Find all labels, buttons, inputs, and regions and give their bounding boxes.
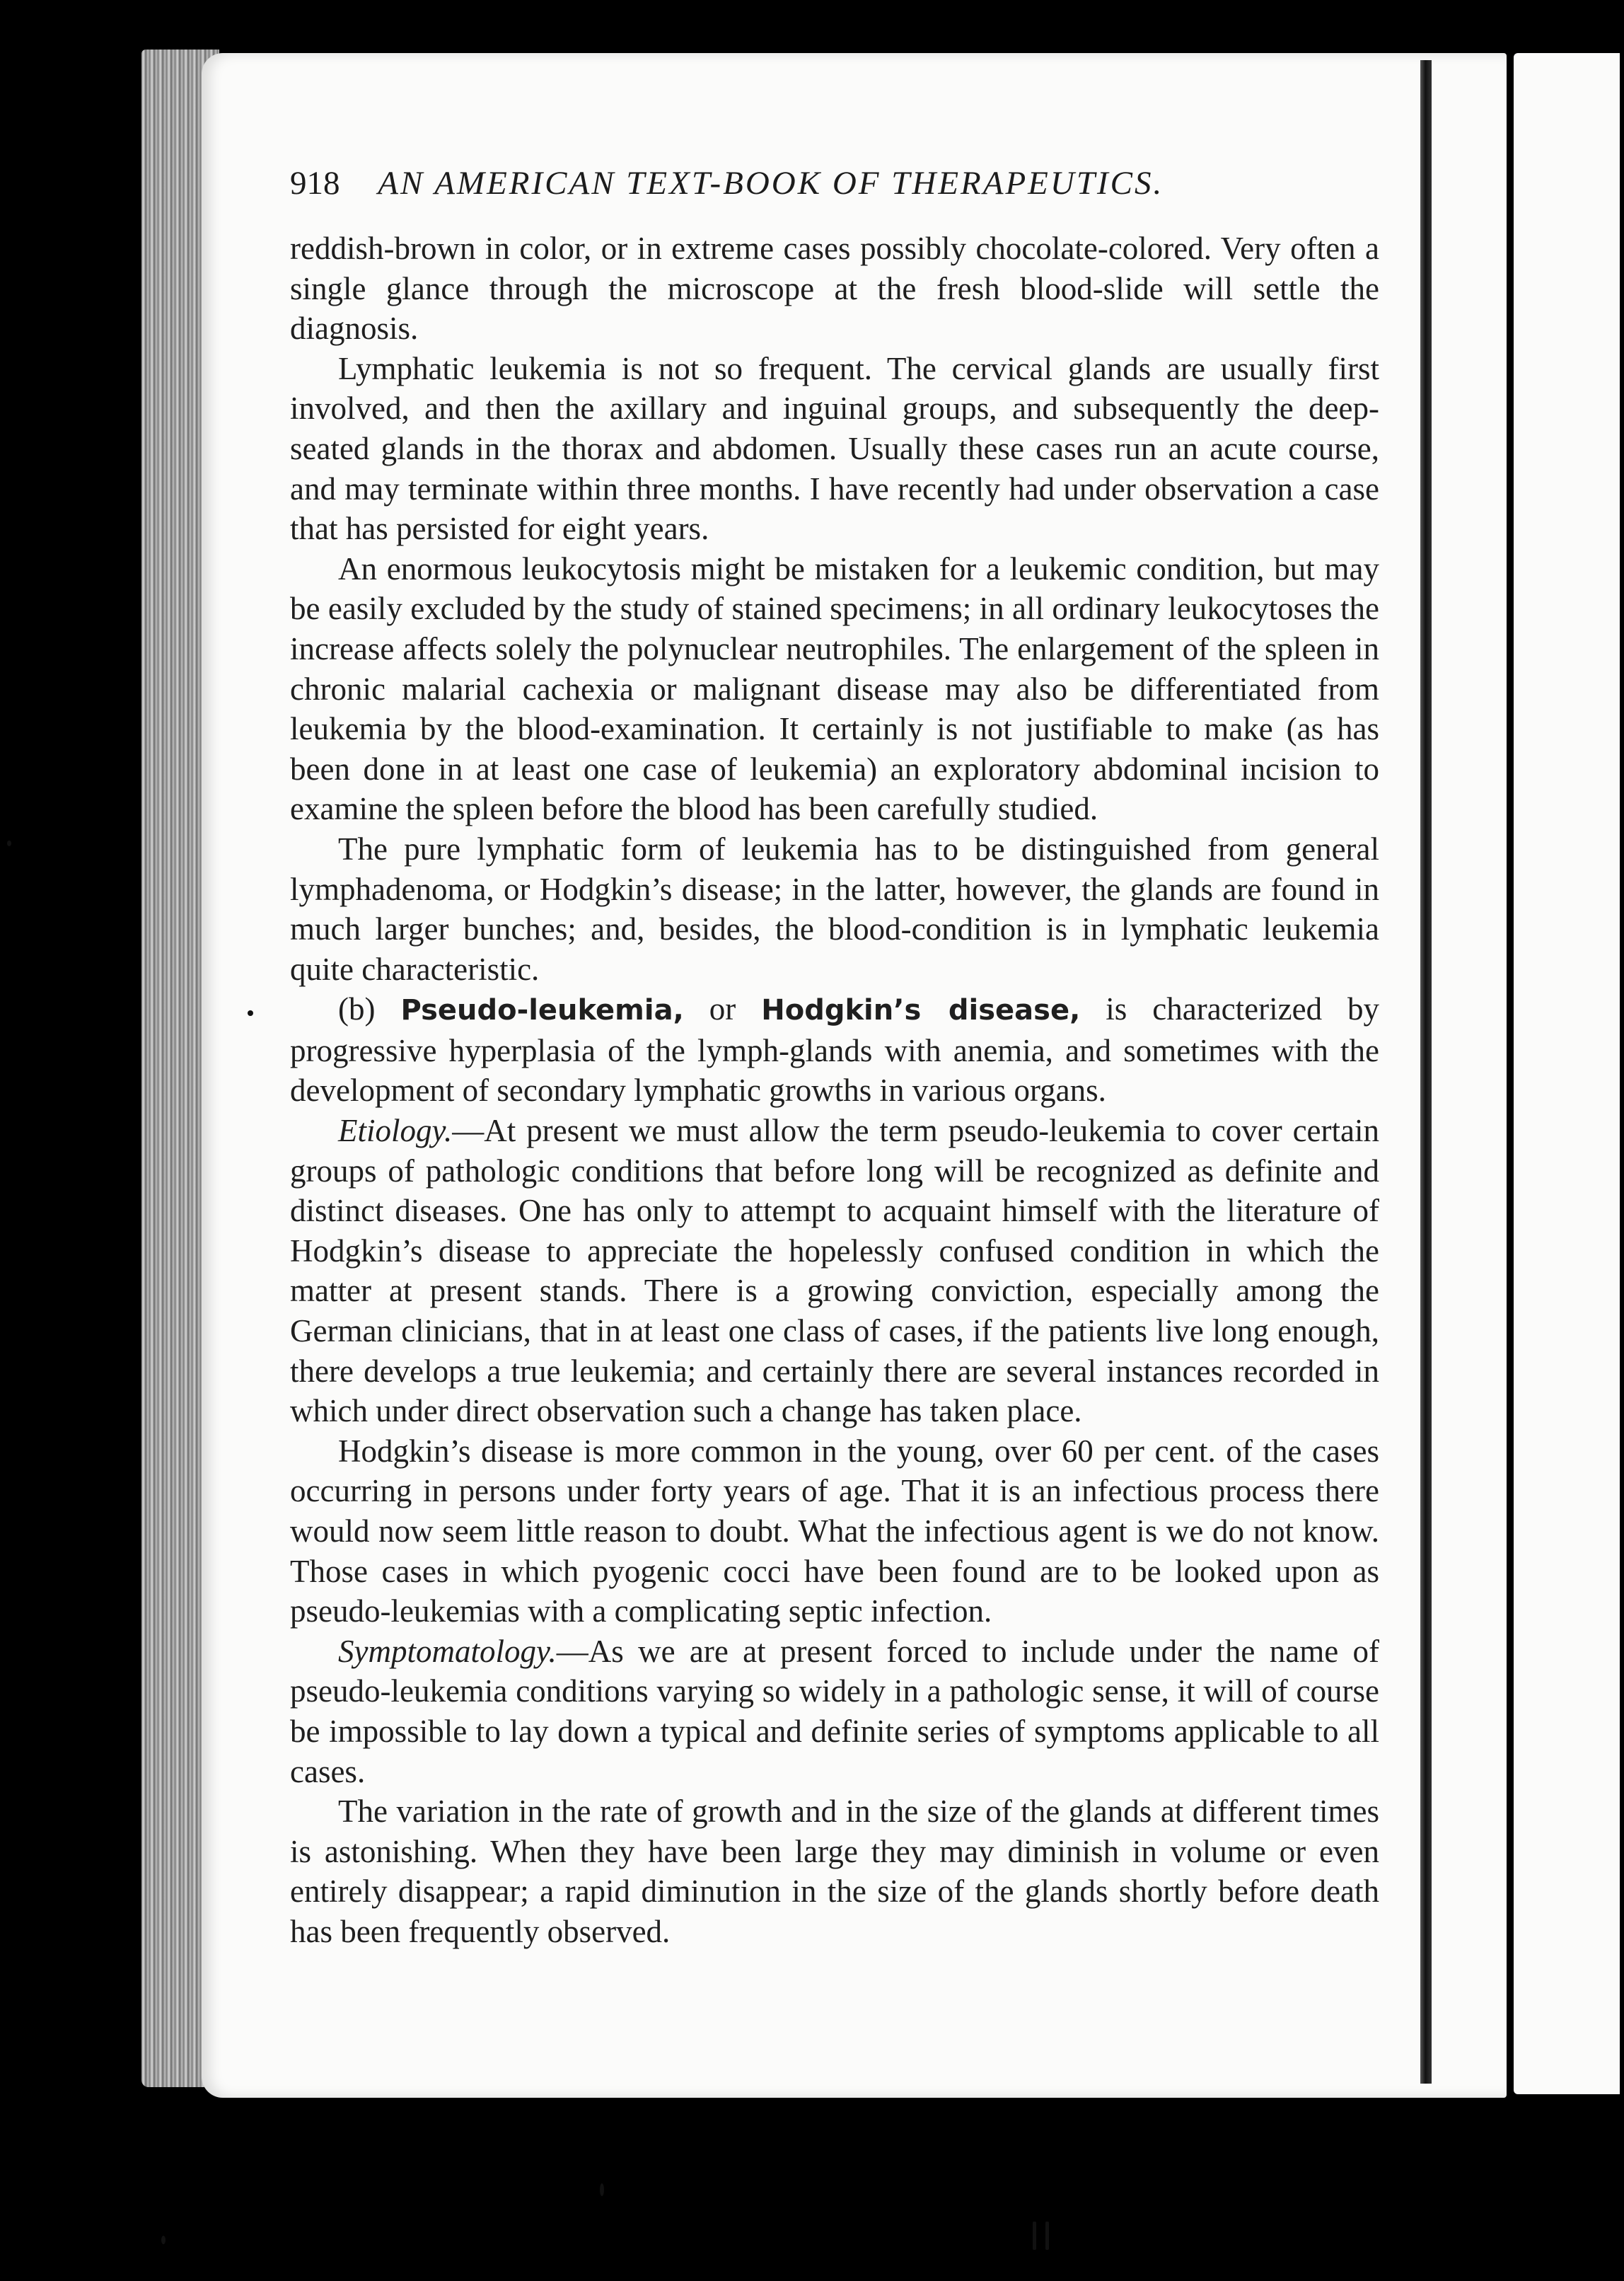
paragraph — [290, 989, 1379, 1111]
running-head — [290, 164, 1273, 202]
term-pseudo-leukemia: Pseudo-leukemia, — [400, 994, 684, 1027]
paragraph-text: reddish-brown in color, or in extreme cases possibly chocolate-colored. Very often a single glance through the microscope at the fresh blood-slide will settle the diagnosis. — [290, 231, 1379, 347]
term-joiner: or — [709, 991, 736, 1027]
page-number: 918 — [290, 165, 340, 202]
term-hodgkins-disease: Hodgkin’s disease, — [761, 994, 1081, 1027]
paragraph — [290, 349, 1379, 549]
list-marker: (b) — [338, 991, 376, 1027]
paragraph — [290, 1431, 1379, 1632]
paragraph-text: —As we are at present forced to include under the name of pseudo-leukemia conditions varying so widely in a pathologic sense, it will of course be impossible to lay down a typical and definite series of symptoms applicable to all cases. — [290, 1633, 1379, 1789]
paragraph — [290, 549, 1379, 829]
paragraph — [290, 1632, 1379, 1791]
scan-speck — [248, 1010, 253, 1016]
scan-speck — [600, 2183, 604, 2196]
facing-page-edge — [1514, 53, 1620, 2094]
section-heading-etiology: Etiology. — [338, 1113, 453, 1149]
paragraph — [290, 829, 1379, 989]
running-title: AN AMERICAN TEXT-BOOK OF THERAPEUTICS. — [378, 165, 1164, 202]
scan-speck — [1033, 2222, 1036, 2250]
paragraph-text: Lymphatic leukemia is not so frequent. The cervical glands are usually first involved, and then the axillary and inguinal groups, and subsequently the deep-seated glands in the thorax and abdomen. Usually these cases run an acute course, and may terminate within three months. I have recently had under observation a case that has persisted for eight years. — [290, 350, 1379, 547]
scan-speck — [161, 2236, 166, 2244]
paragraph-text: An enormous leukocytosis might be mistaken for a leukemic condition, but may be easily excluded by the study of stained specimens; in all ordinary leukocytoses the increase affects solely the polynuclear neutrophiles. The enlargement of the spleen in chronic malarial cachexia or malignant disease may also be differentiated from leukemia by the blood-examination. It certainly is not justifiable to make (as has been done in at least one case of leukemia) an exploratory abdominal incision to examine the spleen before the blood has been carefully studied. — [290, 550, 1379, 827]
paragraph-text: —At present we must allow the term pseudo-leukemia to cover certain groups of pathologic conditions that before long will be recognized as definite and distinct diseases. One has only to attempt to acquaint himself with the literature of Hodgkin’s disease to appreciate the hopelessly confused condition in which the matter at present stands. There is a growing conviction, especially among the German clinicians, that in at least one class of cases, if the patients live long enough, there develops a true leukemia; and certainly there are several instances recorded in which under direct observation such a change has taken place. — [290, 1113, 1379, 1429]
gutter-shadow — [1420, 60, 1432, 2084]
section-heading-symptomatology: Symptomatology. — [338, 1633, 557, 1669]
paragraph-text: The pure lymphatic form of leukemia has to be distinguished from general lymphadenoma, or Hodgkin’s disease; in the latter, however, the glands are found in much larger bunches; and, besides, the blood-condition is in lymphatic leukemia quite characteristic. — [290, 831, 1379, 987]
paragraph — [290, 1791, 1379, 1951]
paragraph — [290, 1111, 1379, 1431]
paragraph-text: is characterized by progressive hyperplasia of the lymph-glands with anemia, and sometimes with the development of secondary lymphatic growths in various organs. — [290, 991, 1380, 1109]
body-text — [290, 229, 1379, 1952]
scan-speck — [1045, 2222, 1049, 2250]
paragraph — [290, 229, 1379, 349]
paragraph-text: The variation in the rate of growth and in the size of the glands at different times is astonishing. When they have been large they may diminish in volume or even entirely disappear; a rapid diminution in the size of the glands shortly before death has been frequently observed. — [290, 1794, 1379, 1949]
paragraph-text: Hodgkin’s disease is more common in the young, over 60 per cent. of the cases occurring in persons under forty years of age. That it is an infectious process there would now seem little reason to doubt. What the infectious agent is we do not know. Those cases in which pyogenic cocci have been found are to be looked upon as pseudo-leukemias with a complicating septic infection. — [290, 1433, 1379, 1629]
scan-speck — [7, 841, 11, 846]
